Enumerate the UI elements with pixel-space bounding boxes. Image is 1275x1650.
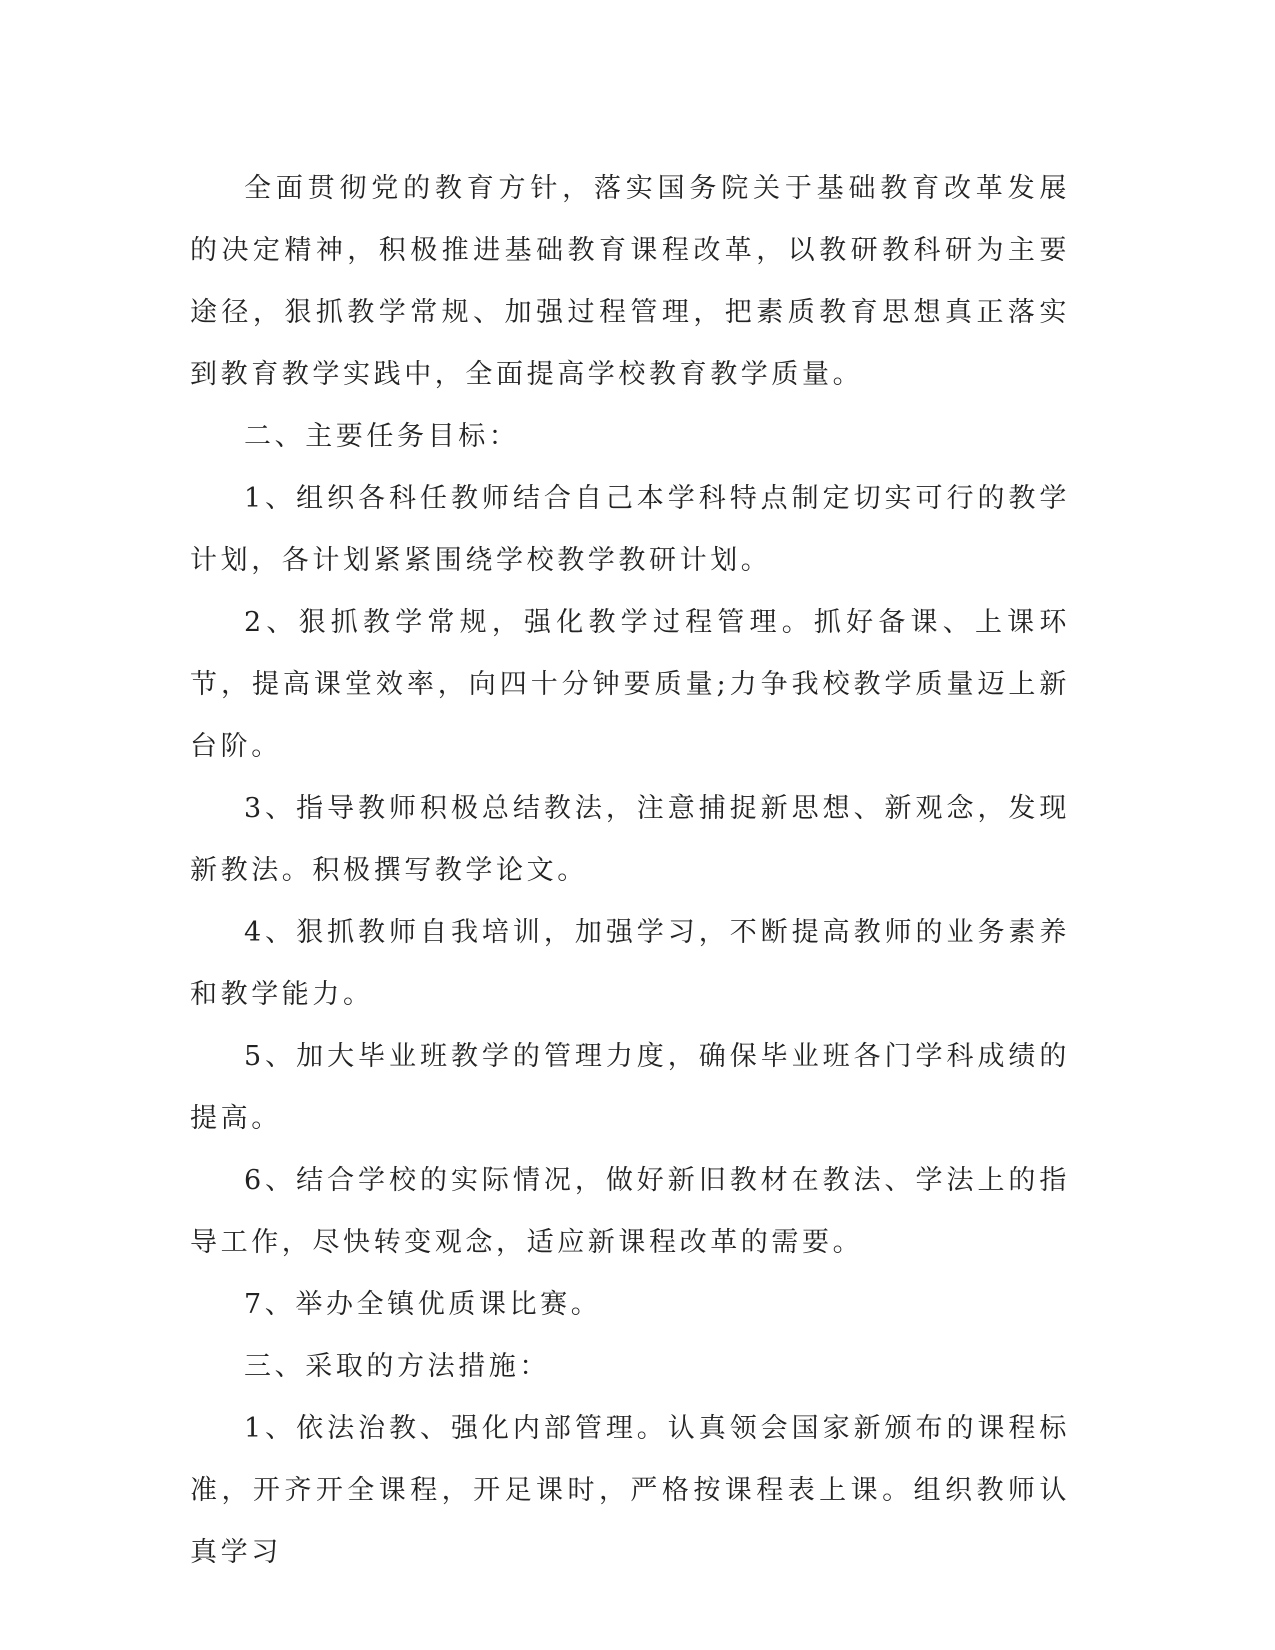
list-item: 1、组织各科任教师结合自己本学科特点制定切实可行的教学计划，各计划紧紧围绕学校教学教研计划。 — [190, 483, 1070, 576]
list-item: 6、结合学校的实际情况，做好新旧教材在教法、学法上的指导工作，尽快转变观念，适应新课程改革的需要。 — [190, 1165, 1070, 1258]
section-heading: 二、主要任务目标： — [244, 421, 520, 452]
list-item: 2、狠抓教学常规，强化教学过程管理。抓好备课、上课环节，提高课堂效率，向四十分钟要质量;力争我校教学质量迈上新台阶。 — [190, 607, 1070, 762]
list-item: 5、加大毕业班教学的管理力度，确保毕业班各门学科成绩的提高。 — [190, 1041, 1070, 1134]
document-body — [190, 158, 1070, 1584]
paragraph: 全面贯彻党的教育方针，落实国务院关于基础教育改革发展的决定精神，积极推进基础教育课程改革，以教研教科研为主要途径，狠抓教学常规、加强过程管理，把素质教育思想真正落实到教育教学实践中，全面提高学校教育教学质量。 — [190, 173, 1070, 390]
section-heading: 三、采取的方法措施： — [244, 1351, 550, 1382]
list-item: 1、依法治教、强化内部管理。认真领会国家新颁布的课程标准，开齐开全课程，开足课时，严格按课程表上课。组织教师认真学习 — [190, 1413, 1070, 1568]
list-item: 3、指导教师积极总结教法，注意捕捉新思想、新观念，发现新教法。积极撰写教学论文。 — [190, 793, 1070, 886]
list-item: 4、狠抓教师自我培训，加强学习，不断提高教师的业务素养和教学能力。 — [190, 917, 1070, 1010]
list-item: 7、举办全镇优质课比赛。 — [244, 1289, 602, 1320]
